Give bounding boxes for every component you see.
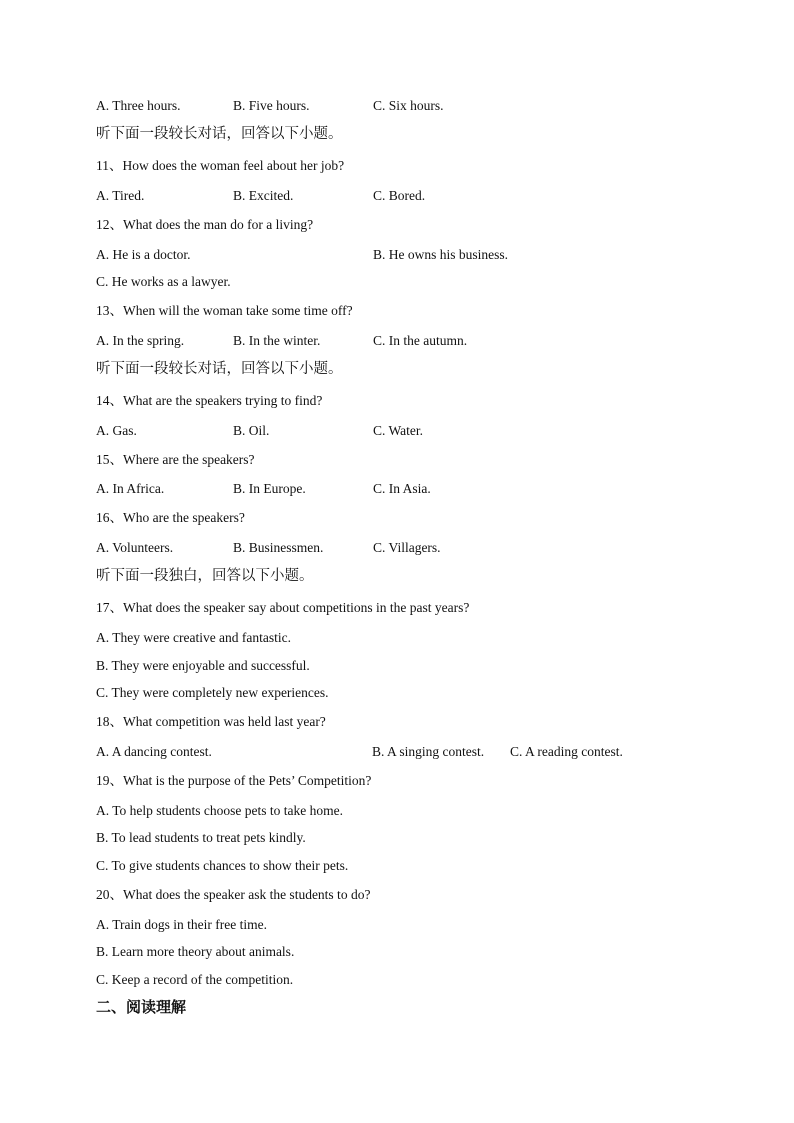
q20-option-a: A. Train dogs in their free time.	[96, 917, 267, 932]
section-2-heading: 二、阅读理解	[96, 1000, 187, 1016]
q18-option-c: C. A reading contest.	[510, 744, 623, 759]
q11-option-a: A. Tired.	[96, 188, 145, 203]
q14-option-c: C. Water.	[373, 423, 424, 438]
instruction-2: 听下面一段较长对话，回答以下小题。	[96, 361, 343, 377]
q14-question: 14、What are the speakers trying to find?	[96, 393, 323, 408]
q10-option-b: B. Five hours.	[233, 98, 310, 113]
q11-option-c: C. Bored.	[373, 188, 426, 203]
q13-option-b: B. In the winter.	[233, 333, 321, 348]
q18-option-b: B. A singing contest.	[372, 744, 485, 759]
q19-option-a: A. To help students choose pets to take home.	[96, 803, 344, 818]
q19-option-b: B. To lead students to treat pets kindly.	[96, 830, 306, 845]
q13-option-a: A. In the spring.	[96, 333, 185, 348]
q18-option-a: A. A dancing contest.	[96, 744, 212, 759]
q12-question: 12、What does the man do for a living?	[96, 217, 314, 232]
q19-question: 19、What is the purpose of the Pets’ Competition?	[96, 773, 372, 788]
q16-option-b: B. Businessmen.	[233, 540, 324, 555]
q12-option-b: B. He owns his business.	[373, 247, 509, 262]
q20-question: 20、What does the speaker ask the students to do?	[96, 887, 371, 902]
q17-option-a: A. They were creative and fantastic.	[96, 630, 292, 645]
q17-option-c: C. They were completely new experiences.	[96, 685, 329, 700]
q15-option-b: B. In Europe.	[233, 481, 306, 496]
q12-option-c: C. He works as a lawyer.	[96, 274, 231, 289]
q20-option-b: B. Learn more theory about animals.	[96, 944, 295, 959]
q15-option-c: C. In Asia.	[373, 481, 431, 496]
q17-question: 17、What does the speaker say about competitions in the past years?	[96, 600, 470, 615]
q15-option-a: A. In Africa.	[96, 481, 165, 496]
q14-option-a: A. Gas.	[96, 423, 137, 438]
q18-question: 18、What competition was held last year?	[96, 714, 326, 729]
instruction-1: 听下面一段较长对话，回答以下小题。	[96, 126, 343, 142]
q12-option-a: A. He is a doctor.	[96, 247, 191, 262]
q15-question: 15、Where are the speakers?	[96, 452, 255, 467]
q16-option-c: C. Villagers.	[373, 540, 441, 555]
q17-option-b: B. They were enjoyable and successful.	[96, 658, 310, 673]
q11-question: 11、How does the woman feel about her job?	[96, 158, 345, 173]
q16-question: 16、Who are the speakers?	[96, 510, 245, 525]
q20-option-c: C. Keep a record of the competition.	[96, 972, 294, 987]
q10-option-a: A. Three hours.	[96, 98, 181, 113]
q13-question: 13、When will the woman take some time off?	[96, 303, 353, 318]
instruction-3: 听下面一段独白，回答以下小题。	[96, 568, 314, 584]
q10-option-c: C. Six hours.	[373, 98, 444, 113]
q11-option-b: B. Excited.	[233, 188, 294, 203]
q16-option-a: A. Volunteers.	[96, 540, 174, 555]
q13-option-c: C. In the autumn.	[373, 333, 468, 348]
q19-option-c: C. To give students chances to show their pets.	[96, 858, 349, 873]
q14-option-b: B. Oil.	[233, 423, 270, 438]
